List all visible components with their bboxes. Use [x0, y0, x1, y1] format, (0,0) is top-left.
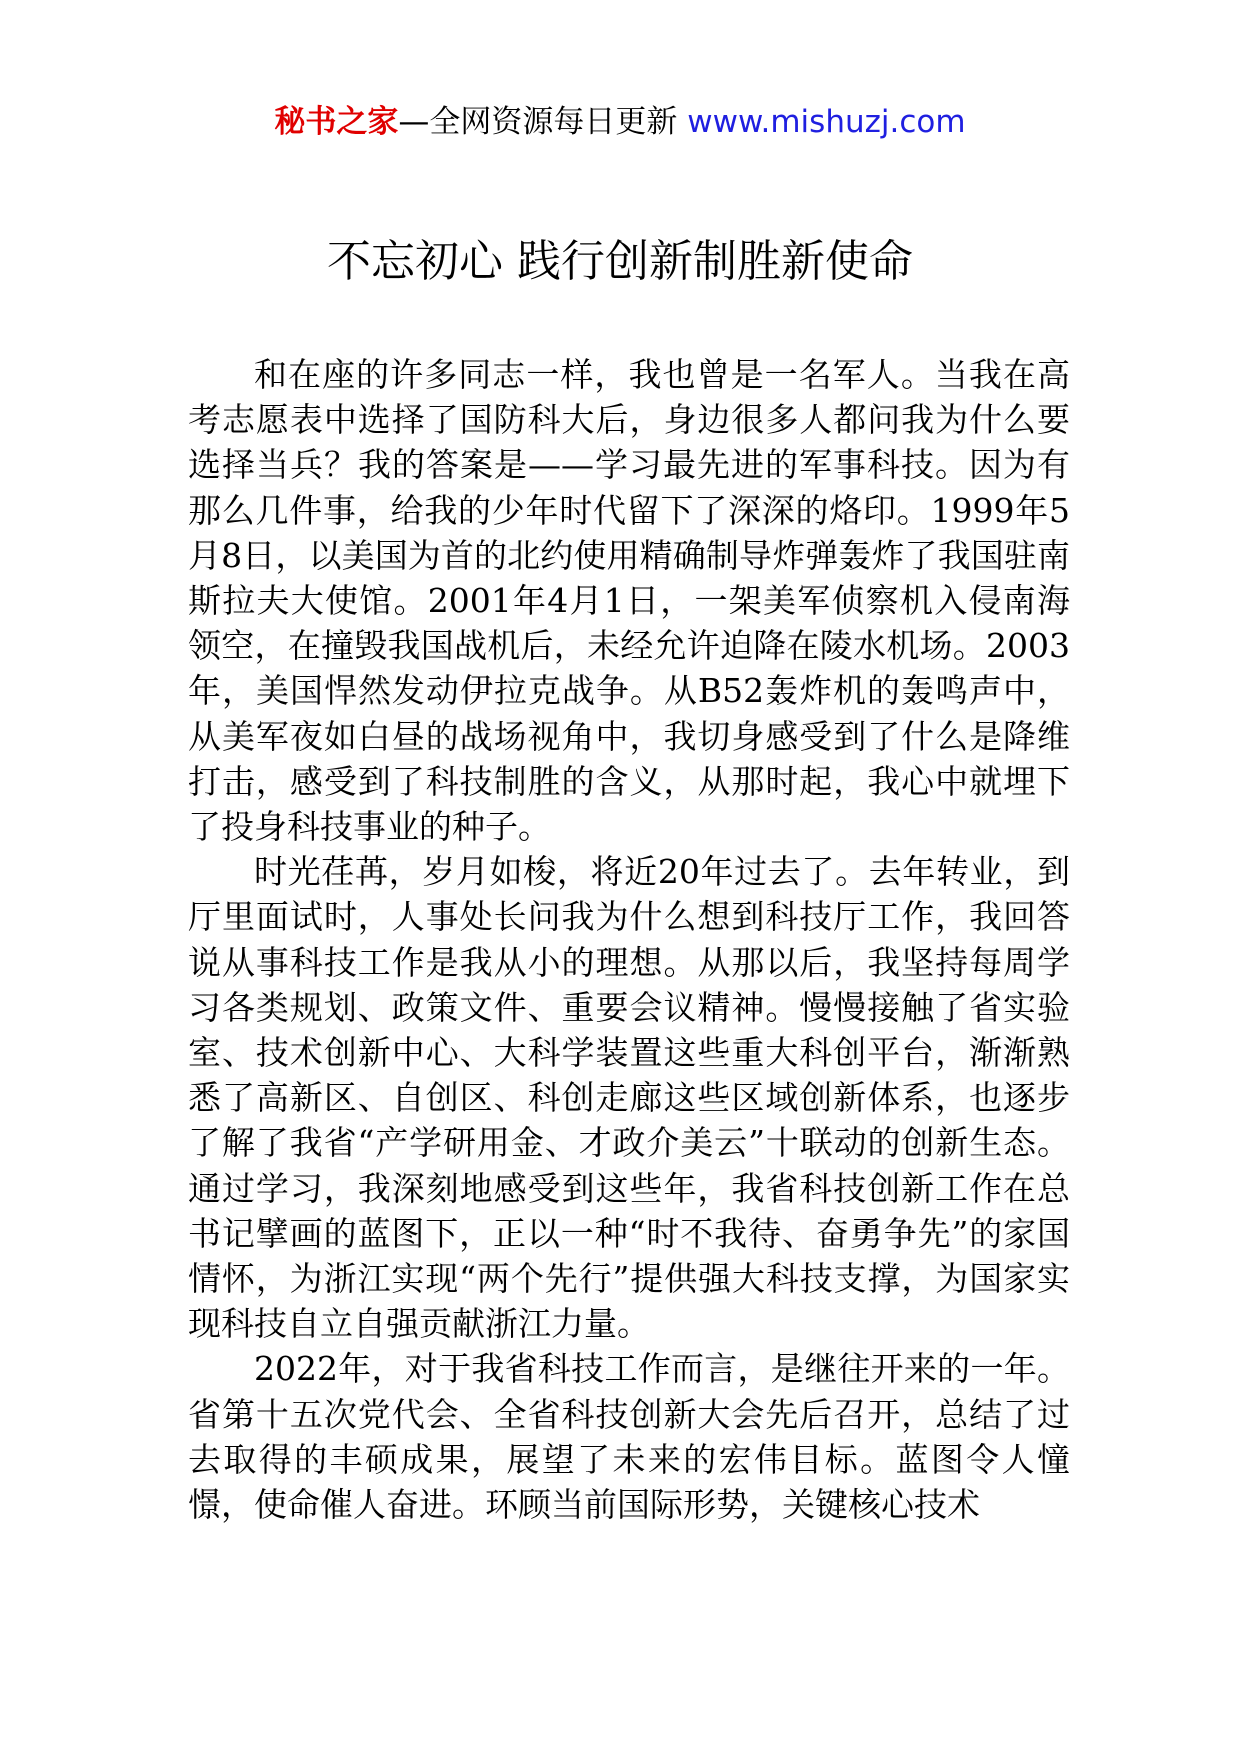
paragraph-1: 和在座的许多同志一样，我也曾是一名军人。当我在高考志愿表中选择了国防科大后，身边很多人都问我为什么要选择当兵？我的答案是——学习最先进的军事科技。因为有那么几件事，给我的少年时代留下了深深的烙印。1999年5月8日，以美国为首的北约使用精确制导炸弹轰炸了我国驻南斯拉夫大使馆。2001年4月1日，一架美军侦察机入侵南海领空，在撞毁我国战机后，未经允许迫降在陵水机场。2003年，美国悍然发动伊拉克战争。从B52轰炸机的轰鸣声中，从美军夜如白昼的战场视角中，我切身感受到了什么是降维打击，感受到了科技制胜的含义，从那时起，我心中就埋下了投身科技事业的种子。: [188, 355, 1070, 847]
document-body: [188, 352, 1070, 1527]
site-header: [0, 100, 1240, 144]
site-url[interactable]: www.mishuzj.com: [687, 104, 966, 140]
site-brand: 秘书之家: [274, 104, 399, 140]
site-tagline: —全网资源每日更新: [398, 104, 688, 140]
document-title: 不忘初心 践行创新制胜新使命: [327, 236, 913, 287]
paragraph-2: 时光荏苒，岁月如梭，将近20年过去了。去年转业，到厅里面试时，人事处长问我为什么想到科技厅工作，我回答说从事科技工作是我从小的理想。从那以后，我坚持每周学习各类规划、政策文件、重要会议精神。慢慢接触了省实验室、技术创新中心、大科学装置这些重大科创平台，渐渐熟悉了高新区、自创区、科创走廊这些区域创新体系，也逐步了解了我省“产学研用金、才政介美云”十联动的创新生态。通过学习，我深刻地感受到这些年，我省科技创新工作在总书记擘画的蓝图下，正以一种“时不我待、奋勇争先”的家国情怀，为浙江实现“两个先行”提供强大科技支撑，为国家实现科技自立自强贡献浙江力量。: [188, 852, 1070, 1344]
paragraph-3: 2022年，对于我省科技工作而言，是继往开来的一年。省第十五次党代会、全省科技创新大会先后召开，总结了过去取得的丰硕成果，展望了未来的宏伟目标。蓝图令人憧憬，使命催人奋进。环顾当前国际形势，关键核心技术: [188, 1349, 1070, 1525]
